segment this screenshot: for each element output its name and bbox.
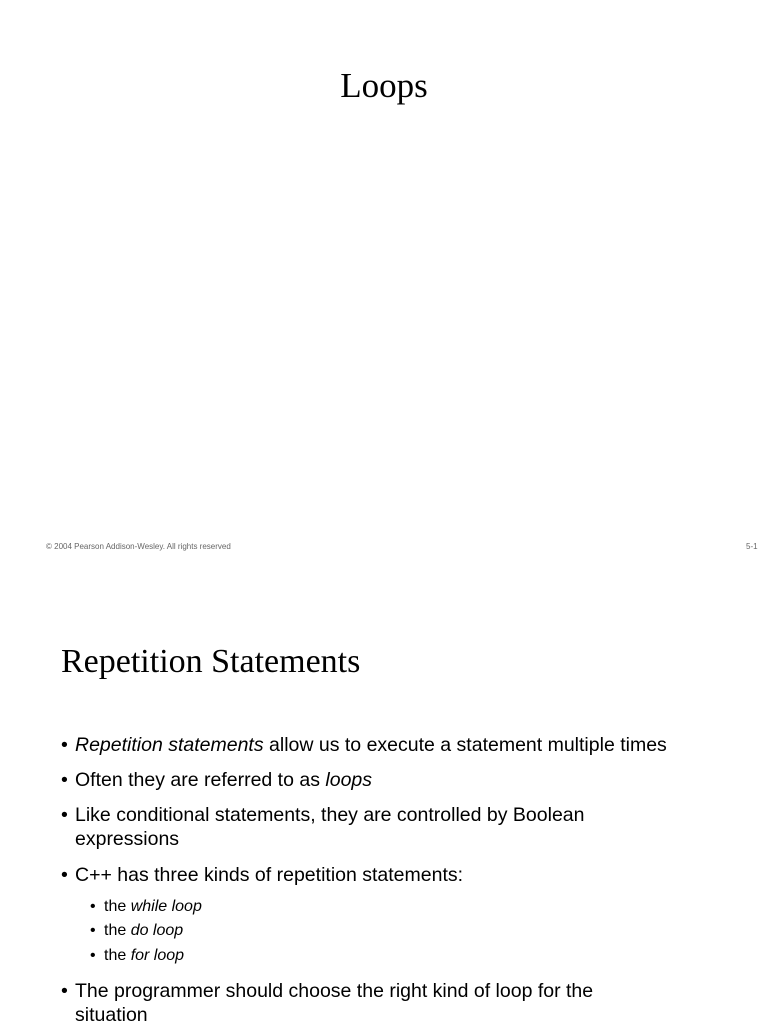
sub-bullet-item <box>90 896 202 918</box>
bullet-glyph: • <box>90 922 96 939</box>
bullet-item <box>61 863 731 887</box>
sub-bullet-item <box>90 945 184 967</box>
bullet-glyph: • <box>61 980 68 1002</box>
bullet-item <box>61 979 641 1027</box>
bullet-glyph: • <box>61 734 68 756</box>
sub-bullet-emphasis: for loop <box>130 947 185 964</box>
sub-bullet-emphasis: while loop <box>130 898 202 915</box>
bullet-text <box>75 733 731 757</box>
sub-bullet-text-part: the <box>104 898 131 915</box>
bullet-glyph: • <box>90 947 96 964</box>
bullet-text-part: Often they are referred to as <box>75 769 326 791</box>
sub-bullet-text <box>104 896 202 918</box>
bullet-text: Like conditional statements, they are controlled by Boolean expressions <box>75 804 585 850</box>
bullet-glyph: • <box>61 769 68 791</box>
sub-bullet-text-part: the <box>104 922 131 939</box>
slide-2-title: Repetition Statements <box>61 643 361 680</box>
bullet-emphasis: loops <box>325 769 373 791</box>
footer-copyright: © 2004 Pearson Addison-Wesley. All rights reserved <box>46 542 231 551</box>
sub-bullet-text-part: the <box>104 947 131 964</box>
footer-page-number: 5-1 <box>746 542 758 551</box>
bullet-text-part: allow us to execute a statement multiple times <box>263 734 667 756</box>
bullet-glyph: • <box>90 898 96 915</box>
sub-bullet-emphasis: do loop <box>130 922 184 939</box>
sub-bullet-text <box>104 920 183 942</box>
bullet-text <box>75 768 731 792</box>
sub-bullet-item <box>90 920 183 942</box>
bullet-item <box>61 768 731 792</box>
bullet-emphasis: Repetition statements <box>75 734 264 756</box>
bullet-glyph: • <box>61 864 68 886</box>
bullet-text: The programmer should choose the right kind of loop for the situation <box>75 980 594 1026</box>
bullet-glyph: • <box>61 804 68 826</box>
slide-1-title: Loops <box>340 66 428 105</box>
bullet-text: C++ has three kinds of repetition statements: <box>75 864 464 886</box>
bullet-item <box>61 803 621 851</box>
sub-bullet-text <box>104 945 184 967</box>
bullet-item <box>61 733 731 757</box>
